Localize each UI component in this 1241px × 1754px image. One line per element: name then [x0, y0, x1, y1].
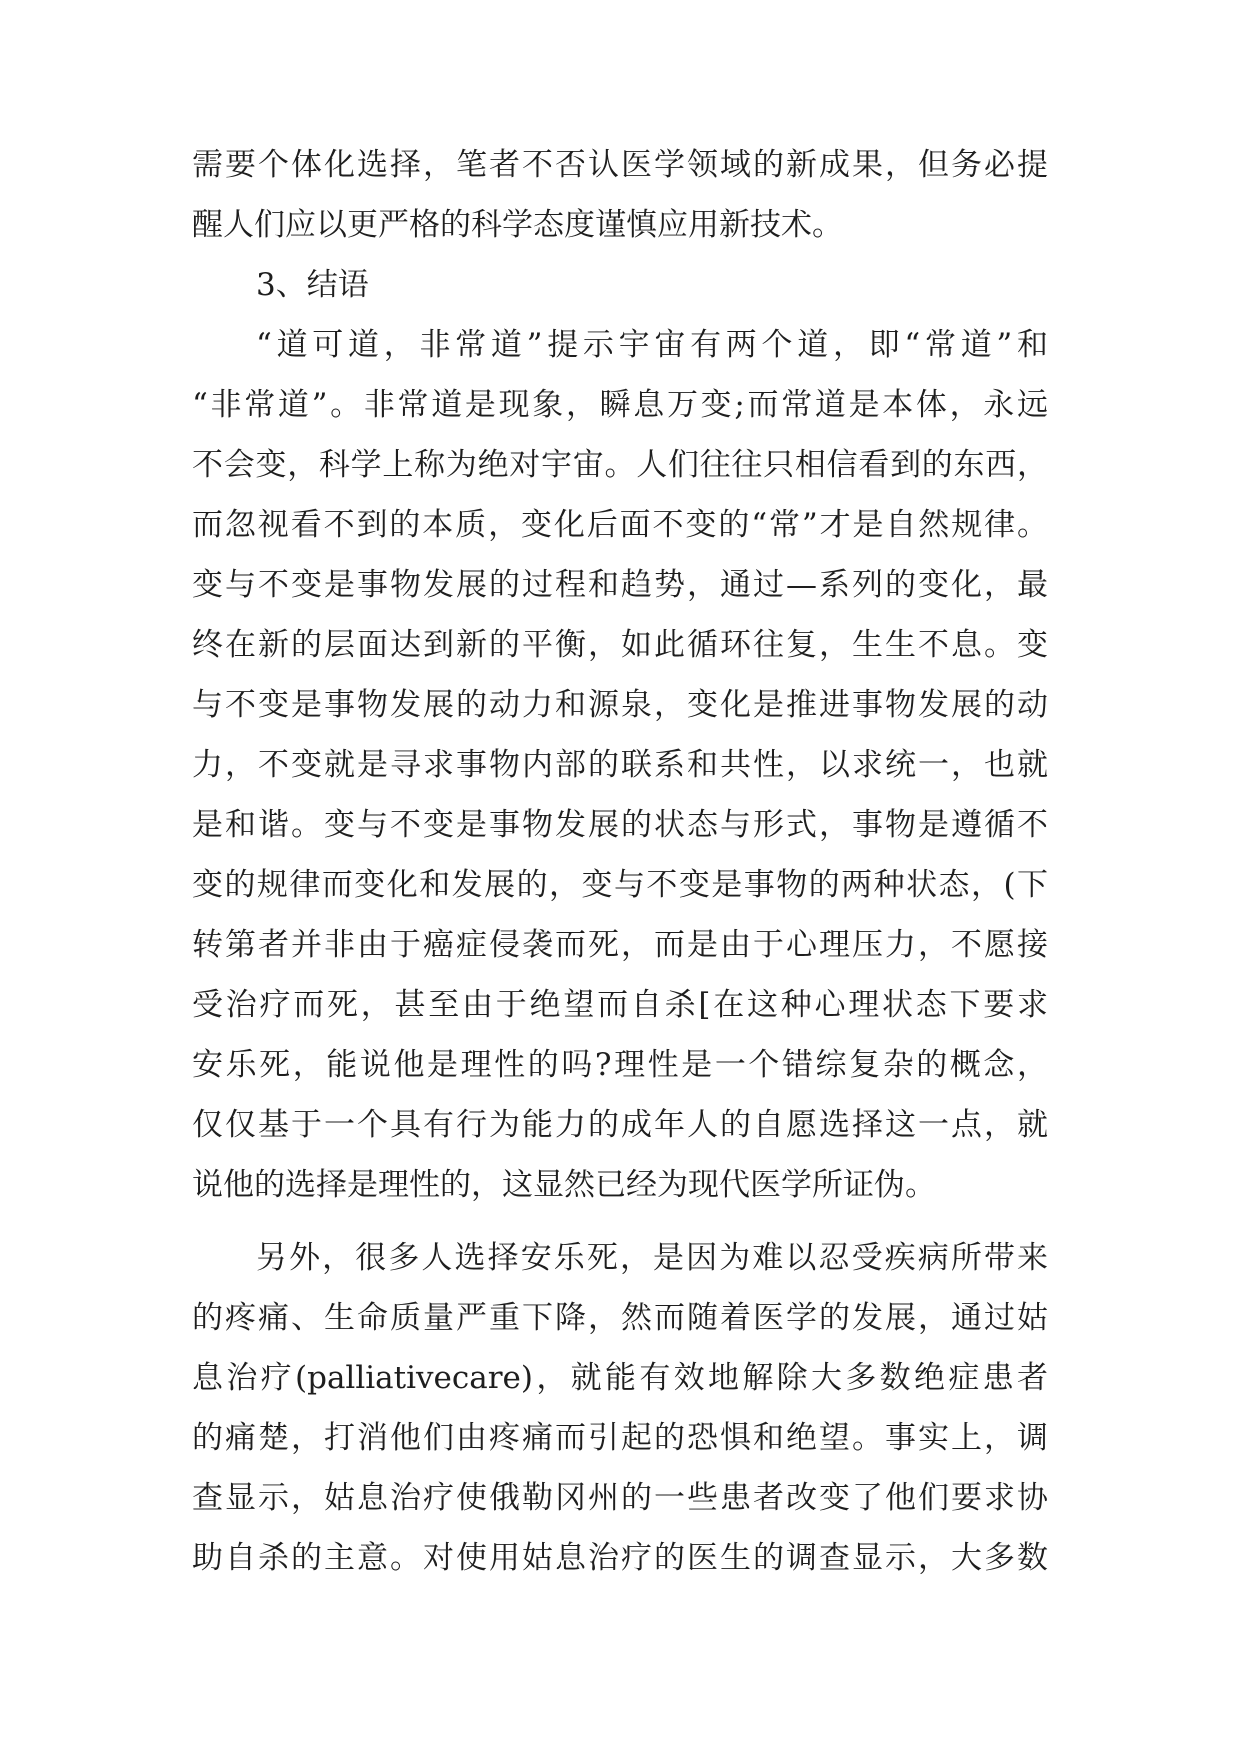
paragraph-line: 变的规律而变化和发展的，变与不变是事物的两种状态，(下: [192, 867, 1048, 903]
paragraph-line: 的疼痛、生命质量严重下降，然而随着医学的发展，通过姑: [192, 1300, 1048, 1336]
paragraph-line: 仅仅基于一个具有行为能力的成年人的自愿选择这一点，就: [192, 1107, 1048, 1143]
paragraph-line: 而忽视看不到的本质，变化后面不变的“常”才是自然规律。: [192, 507, 1048, 543]
paragraph-line: 变与不变是事物发展的过程和趋势，通过—系列的变化，最: [192, 567, 1048, 603]
paragraph-line: 与不变是事物发展的动力和源泉，变化是推进事物发展的动: [192, 687, 1048, 723]
paragraph-line: 转第者并非由于癌症侵袭而死，而是由于心理压力，不愿接: [192, 927, 1048, 963]
paragraph-line: 安乐死，能说他是理性的吗?理性是一个错综复杂的概念，: [192, 1047, 1048, 1083]
paragraph-line: 需要个体化选择，笔者不否认医学领域的新成果，但务必提: [192, 147, 1048, 183]
paragraph-line: 的痛楚，打消他们由疼痛而引起的恐惧和绝望。事实上，调: [192, 1420, 1048, 1456]
paragraph-line: “非常道”。非常道是现象，瞬息万变;而常道是本体，永远: [192, 387, 1048, 423]
paragraph-line: 查显示，姑息治疗使俄勒冈州的一些患者改变了他们要求协: [192, 1480, 1048, 1516]
paragraph-line: 终在新的层面达到新的平衡，如此循环往复，生生不息。变: [192, 627, 1048, 663]
paragraph-line: 受治疗而死，甚至由于绝望而自杀[在这种心理状态下要求: [192, 987, 1048, 1023]
paragraph-line: 不会变，科学上称为绝对宇宙。人们往往只相信看到的东西，: [192, 447, 1048, 483]
section-heading: 3、结语: [256, 267, 369, 303]
paragraph-line: 息治疗(palliativecare)，就能有效地解除大多数绝症患者: [192, 1360, 1048, 1396]
paragraph-line: 是和谐。变与不变是事物发展的状态与形式，事物是遵循不: [192, 807, 1048, 843]
paragraph-line: 力，不变就是寻求事物内部的联系和共性，以求统一，也就: [192, 747, 1048, 783]
paragraph-line: 助自杀的主意。对使用姑息治疗的医生的调查显示，大多数: [192, 1540, 1048, 1576]
paragraph-line: “道可道，非常道”提示宇宙有两个道，即“常道”和: [256, 327, 1048, 363]
paragraph-line: 另外，很多人选择安乐死，是因为难以忍受疾病所带来: [256, 1240, 1048, 1276]
paragraph-line: 醒人们应以更严格的科学态度谨慎应用新技术。: [192, 207, 843, 243]
paragraph-line: 说他的选择是理性的，这显然已经为现代医学所证伪。: [192, 1167, 936, 1203]
